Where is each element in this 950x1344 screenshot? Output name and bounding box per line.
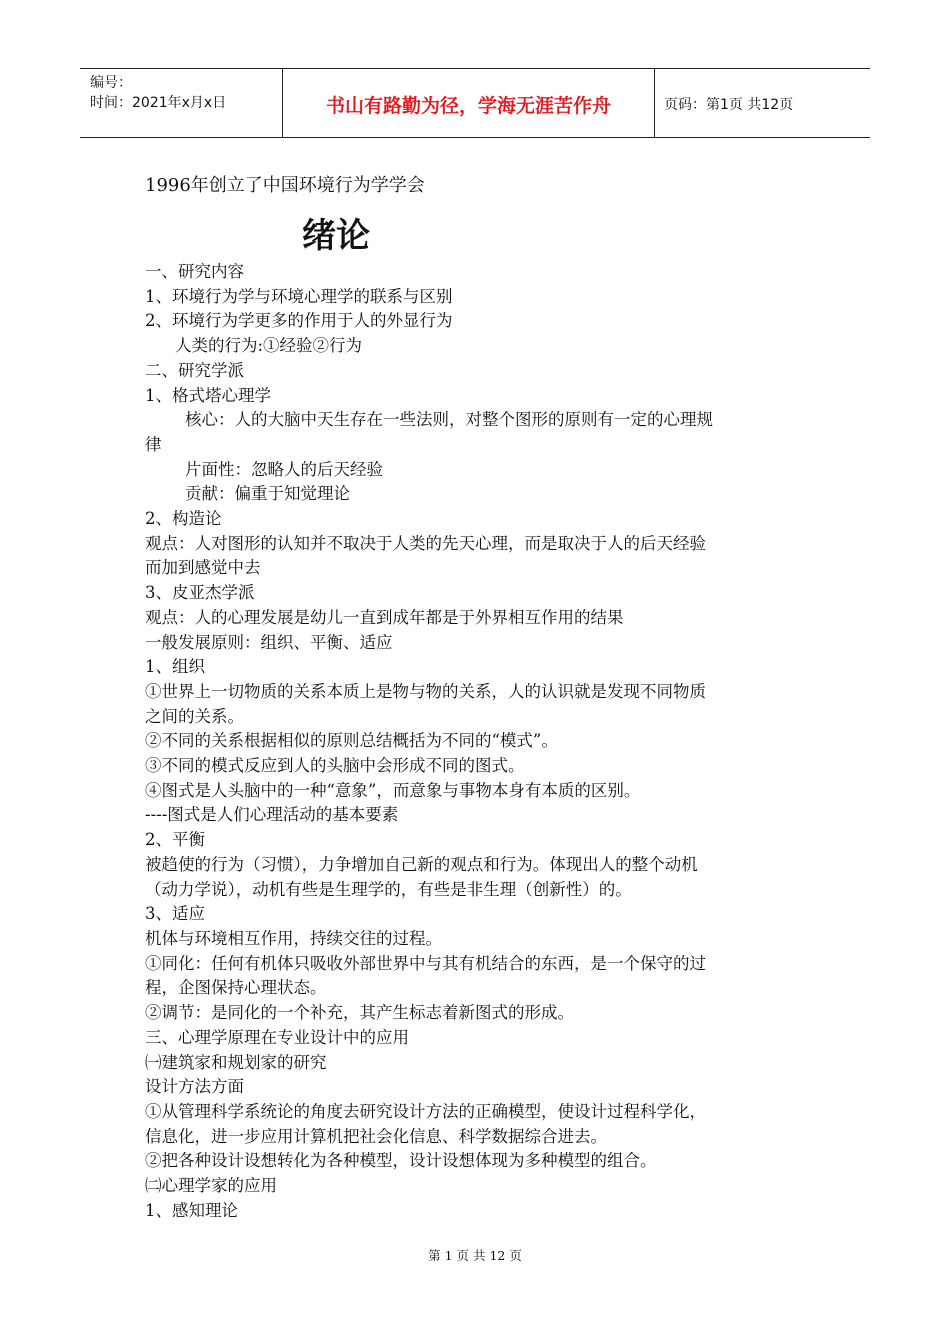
document-title: 绪论 bbox=[302, 216, 370, 256]
text-line: 观点：人的心理发展是幼儿一直到成年都是于外界相互作用的结果 bbox=[145, 607, 624, 627]
text-line: ㈠建筑家和规划家的研究 bbox=[145, 1052, 327, 1072]
text-line: 1、环境行为学与环境心理学的联系与区别 bbox=[145, 286, 453, 306]
time-label: 时间：2021年x月x日 bbox=[90, 95, 227, 111]
section-heading: 三、心理学原理在专业设计中的应用 bbox=[145, 1027, 409, 1047]
text-line: 一般发展原则：组织、平衡、适应 bbox=[145, 632, 393, 652]
document-subtitle: 1996年创立了中国环境行为学学会 bbox=[145, 175, 425, 196]
text-line: 2、平衡 bbox=[145, 830, 205, 850]
text-line: 1、格式塔心理学 bbox=[145, 385, 271, 405]
text-line: 人类的行为:①经验②行为 bbox=[175, 336, 363, 356]
text-line: ②不同的关系根据相似的原则总结概括为不同的“模式”。 bbox=[145, 731, 558, 751]
text-line: 2、构造论 bbox=[145, 509, 222, 529]
text-line: ㈡心理学家的应用 bbox=[145, 1176, 277, 1196]
text-line: ④图式是人头脑中的一种“意象”，而意象与事物本身有本质的区别。 bbox=[145, 780, 641, 800]
number-label: 编号： bbox=[90, 75, 132, 91]
motto-text: 书山有路勤为径，学海无涯苦作舟 bbox=[325, 95, 611, 117]
text-line: 而加到感觉中去 bbox=[145, 558, 261, 578]
text-line: 之间的关系。 bbox=[145, 706, 244, 726]
text-line: ①世界上一切物质的关系本质上是物与物的关系，人的认识就是发现不同物质 bbox=[145, 681, 706, 701]
text-line: ----图式是人们心理活动的基本要素 bbox=[145, 805, 399, 825]
document-body bbox=[145, 172, 815, 1223]
header-page-cell bbox=[656, 69, 870, 137]
text-line: ②调节：是同化的一个补充，其产生标志着新图式的形成。 bbox=[145, 1003, 574, 1023]
text-line: 3、适应 bbox=[145, 904, 205, 924]
page-header bbox=[80, 68, 870, 138]
text-line: 3、皮亚杰学派 bbox=[145, 583, 255, 603]
page-info: 页码：第1页 共12页 bbox=[664, 97, 794, 113]
page-footer: 第 1 页 共 12 页 bbox=[428, 1248, 522, 1263]
text-line: 核心：人的大脑中天生存在一些法则，对整个图形的原则有一定的心理规 bbox=[185, 410, 713, 430]
header-meta-cell bbox=[80, 69, 283, 137]
text-line: ①从管理科学系统论的角度去研究设计方法的正确模型，使设计过程科学化， bbox=[145, 1101, 706, 1121]
text-line: ②把各种设计设想转化为各种模型，设计设想体现为多种模型的组合。 bbox=[145, 1151, 657, 1171]
text-line: 贡献：偏重于知觉理论 bbox=[185, 484, 350, 504]
text-line: 被趋使的行为（习惯），力争增加自己新的观点和行为。体现出人的整个动机 bbox=[145, 854, 698, 874]
section-heading: 一、研究内容 bbox=[145, 262, 244, 281]
section-heading: 二、研究学派 bbox=[145, 360, 244, 380]
text-line: （动力学说），动机有些是生理学的，有些是非生理（创新性）的。 bbox=[145, 879, 632, 899]
header-motto-cell bbox=[283, 69, 655, 137]
text-line: ①同化：任何有机体只吸收外部世界中与其有机结合的东西，是一个保守的过 bbox=[145, 953, 706, 973]
text-line: 设计方法方面 bbox=[145, 1077, 244, 1097]
text-line: 2、环境行为学更多的作用于人的外显行为 bbox=[145, 311, 453, 331]
text-line: 片面性：忽略人的后天经验 bbox=[185, 459, 383, 479]
text-line: 机体与环境相互作用，持续交往的过程。 bbox=[145, 928, 442, 948]
text-line: 1、感知理论 bbox=[145, 1200, 238, 1220]
text-line: 观点：人对图形的认知并不取决于人类的先天心理，而是取决于人的后天经验 bbox=[145, 533, 706, 553]
text-line: 信息化，进一步应用计算机把社会化信息、科学数据综合进去。 bbox=[145, 1126, 607, 1146]
text-line: 1、组织 bbox=[145, 657, 205, 677]
text-line: ③不同的模式反应到人的头脑中会形成不同的图式。 bbox=[145, 756, 525, 776]
text-line: 程，企图保持心理状态。 bbox=[145, 978, 327, 998]
text-line: 律 bbox=[145, 434, 162, 454]
